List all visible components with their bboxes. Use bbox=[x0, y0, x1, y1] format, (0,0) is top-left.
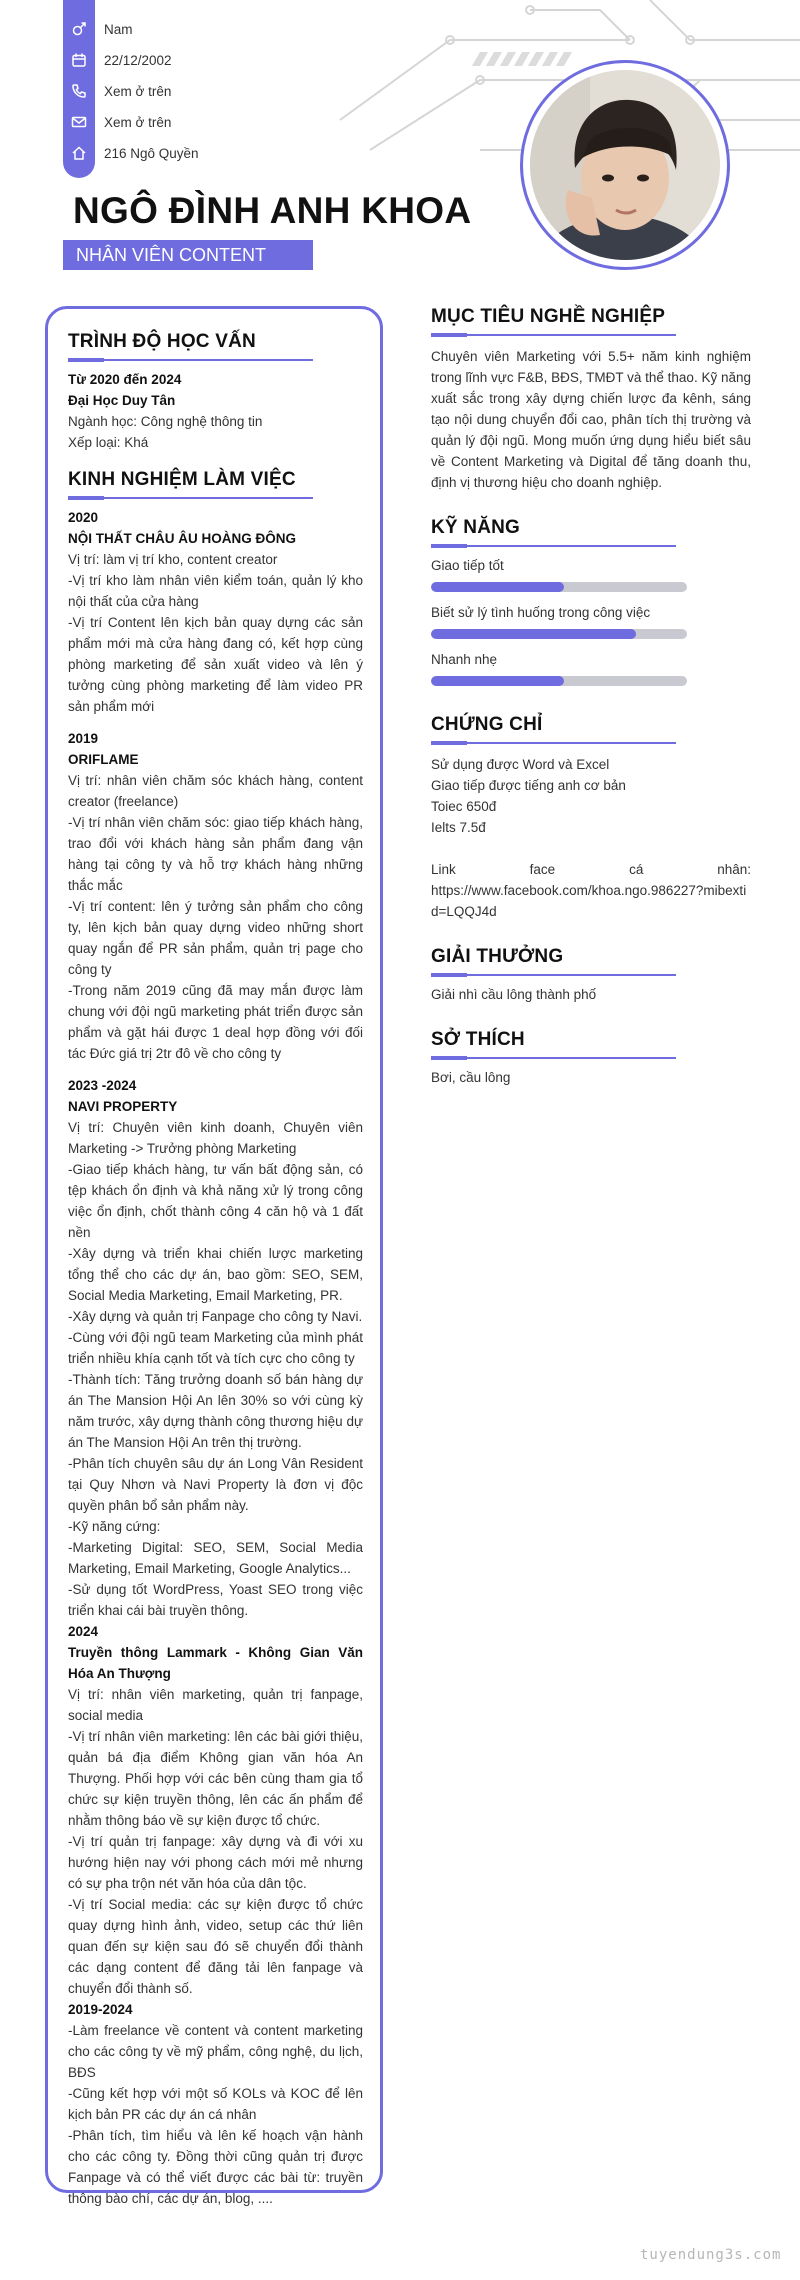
education-section bbox=[68, 331, 363, 453]
job-line: Vị trí: Chuyên viên kinh doanh, Chuyên viên Marketing -> Trưởng phòng Marketing bbox=[68, 1120, 363, 1156]
skill-name: Giao tiếp tốt bbox=[431, 558, 504, 573]
awards-text: Giải nhì cầu lông thành phố bbox=[431, 987, 597, 1002]
education-title: TRÌNH ĐỘ HỌC VẤN bbox=[68, 331, 256, 352]
facebook-link[interactable]: https://www.facebook.com/khoa.ngo.986227?mibextid=LQQJ4d bbox=[431, 883, 747, 919]
experience-job bbox=[68, 728, 363, 1064]
contact-email-text: Xem ở trên bbox=[104, 114, 172, 130]
section-underline bbox=[431, 1057, 676, 1059]
job-year: 2019-2024 bbox=[68, 2002, 133, 2017]
experience-job bbox=[68, 1999, 363, 2209]
candidate-name: NGÔ ĐÌNH ANH KHOA bbox=[73, 190, 472, 231]
awards-section bbox=[431, 946, 751, 1005]
contact-birthday-text: 22/12/2002 bbox=[104, 52, 172, 68]
skill-bar bbox=[431, 676, 687, 686]
objective-title: MỤC TIÊU NGHỀ NGHIỆP bbox=[431, 306, 666, 327]
mail-icon bbox=[63, 114, 95, 130]
job-line: -Vị trí nhân viên marketing: lên các bài giới thiệu, quản bá địa điểm Không gian văn hóa An Thượng. Phối hợp với các bên cùng tham gia tổ chức sự kiện truyền thông, lên các ấn phẩm để nhằm thông báo về sự kiện được tổ chức. bbox=[68, 1729, 363, 1828]
calendar-icon bbox=[63, 52, 95, 68]
education-school: Đại Học Duy Tân bbox=[68, 393, 176, 408]
job-line: -Sử dụng tốt WordPress, Yoast SEO trong việc triển khai cái bài truyền thông. bbox=[68, 1582, 363, 1618]
job-line: -Giao tiếp khách hàng, tư vấn bất động sản, có tệp khách ổn định và khả năng xử lý trong công việc ổn định, chốt thành công 4 căn hộ và 1 đất nền bbox=[68, 1162, 363, 1240]
facebook-link-label: Link face cá nhân: bbox=[431, 862, 751, 877]
avatar bbox=[530, 70, 720, 260]
job-line: Vị trí: làm vị trí kho, content creator bbox=[68, 552, 278, 567]
skill-item bbox=[431, 602, 751, 639]
hobbies-section bbox=[431, 1029, 751, 1088]
contact-address-text: 216 Ngô Quyền bbox=[104, 145, 199, 161]
skills-title: KỸ NĂNG bbox=[431, 517, 521, 538]
job-line: -Phân tích chuyên sâu dự án Long Vân Resident tại Quy Nhơn và Navi Property là đơn vị độc quyền phân bổ sản phẩm này. bbox=[68, 1456, 363, 1513]
job-line: -Vị trí Content lên kịch bản quay dựng các sản phẩm mới mà cửa hàng đang có, kết hợp cùng phòng marketing để sản xuất video và lên ý tưởng cùng phòng marketing để làm video PR sản phẩm mới bbox=[68, 615, 363, 714]
contact-gender-text: Nam bbox=[104, 21, 133, 37]
certificate-item: Sử dụng được Word và Excel bbox=[431, 757, 610, 772]
skill-bar-fill bbox=[431, 629, 636, 639]
contact-address bbox=[63, 138, 199, 168]
watermark-text: tuyendung3s.com bbox=[640, 2247, 782, 2263]
job-line: -Vị trí Social media: các sự kiện được tổ chức quay dựng hình ảnh, video, setup các thứ liên quan đến sự kiện sau đó sẽ chuyển đổi thành các dạng content để đăng tải lên fanpage và chuyển đổi thành số. bbox=[68, 1897, 363, 1996]
section-underline bbox=[431, 974, 676, 976]
contact-phone-text: Xem ở trên bbox=[104, 83, 172, 99]
job-line: Vị trí: nhân viên marketing, quản trị fanpage, social media bbox=[68, 1687, 363, 1723]
skill-bar bbox=[431, 582, 687, 592]
contact-phone bbox=[63, 76, 171, 106]
job-company: NỘI THẤT CHÂU ÂU HOÀNG ĐÔNG bbox=[68, 531, 296, 546]
job-company: ORIFLAME bbox=[68, 752, 139, 767]
section-underline bbox=[431, 545, 676, 547]
job-line: -Phân tích, tìm hiểu và lên kế hoạch vận hành cho các công ty. Đồng thời cũng quản trị được Fanpage và có thể viết được các bài từ: truyền thông bào chí, các dự án, blog, .... bbox=[68, 2128, 363, 2206]
job-company: NAVI PROPERTY bbox=[68, 1099, 178, 1114]
certificate-item: Giao tiếp được tiếng anh cơ bản bbox=[431, 778, 626, 793]
job-line: -Trong năm 2019 cũng đã may mắn được làm chung với đội ngũ marketing phát triển được sản phẩm và gặt hái được 1 deal hợp đồng với đối tác Đức giá trị 2tr đô về cho công ty bbox=[68, 983, 363, 1061]
avatar-frame bbox=[520, 60, 730, 270]
job-company: Truyền thông Lammark - Không Gian Văn Hóa An Thượng bbox=[68, 1645, 363, 1681]
certificates-title: CHỨNG CHỈ bbox=[431, 714, 543, 735]
right-column bbox=[431, 306, 751, 1088]
skill-bar bbox=[431, 629, 687, 639]
job-line: -Kỹ năng cứng: bbox=[68, 1519, 161, 1534]
job-line: -Vị trí quản trị fanpage: xây dựng và đi với xu hướng hiện nay với phong cách mới mẻ nhưng có sự pha trộn nét văn hóa của dân tộc. bbox=[68, 1834, 363, 1891]
contact-gender bbox=[63, 14, 133, 44]
contact-email bbox=[63, 107, 171, 137]
education-grade: Xếp loại: Khá bbox=[68, 435, 149, 450]
job-year: 2023 -2024 bbox=[68, 1078, 137, 1093]
skill-name: Biết sử lý tình huống trong công việc bbox=[431, 605, 651, 620]
job-line: -Thành tích: Tăng trưởng doanh số bán hàng dự án The Mansion Hội An lên 30% so với cùng kỳ năm trước, xây dựng thành công thương hiệu dự án The Mansion Hội An trên thị trường. bbox=[68, 1372, 363, 1450]
phone-icon bbox=[63, 83, 95, 99]
job-line: -Xây dựng và triển khai chiến lược marketing tổng thể cho các dự án, bao gồm: SEO, SEM, Social Media Marketing, Email Marketing, PR. bbox=[68, 1246, 363, 1303]
certificate-item: Ielts 7.5đ bbox=[431, 820, 486, 835]
objective-text: Chuyên viên Marketing với 5.5+ năm kinh nghiệm trong lĩnh vực F&B, BĐS, TMĐT và thể thao. Kỹ năng xuất sắc trong xây dựng chiến lược đa kênh, sáng tạo nội dung chuyển đổi cao, phân tích thị trường và quản lý đội ngũ. Mong muốn ứng dụng hiểu biết sâu về Content Marketing và Digital để tăng doanh thu, định vị thương hiệu cho doanh nghiệp. bbox=[431, 349, 751, 490]
experience-job bbox=[68, 1075, 363, 1621]
job-title: NHÂN VIÊN CONTENT bbox=[76, 244, 267, 265]
skill-name: Nhanh nhẹ bbox=[431, 652, 498, 667]
left-column-card bbox=[45, 306, 383, 2206]
job-year: 2024 bbox=[68, 1624, 99, 1639]
job-line: -Cùng với đội ngũ team Marketing của mình phát triển nhiều khía cạnh tốt và tích cực cho công ty bbox=[68, 1330, 363, 1366]
job-line: -Làm freelance về content và content marketing cho các công ty về mỹ phẩm, công nghệ, du lịch, BĐS bbox=[68, 2023, 363, 2080]
job-line: Vị trí: nhân viên chăm sóc khách hàng, content creator (freelance) bbox=[68, 773, 363, 809]
section-underline bbox=[68, 359, 313, 361]
job-line: -Cũng kết hợp với một số KOLs và KOC để lên kịch bản PR các dự án cá nhân bbox=[68, 2086, 363, 2122]
objective-section bbox=[431, 306, 751, 493]
certificates-section bbox=[431, 714, 751, 922]
section-underline bbox=[431, 334, 676, 336]
skill-item bbox=[431, 649, 751, 686]
job-title-bar bbox=[63, 240, 313, 270]
experience-section bbox=[68, 469, 363, 2209]
skill-bar-fill bbox=[431, 676, 564, 686]
certificate-item: Toiec 650đ bbox=[431, 799, 497, 814]
skill-item bbox=[431, 555, 751, 592]
experience-job bbox=[68, 507, 363, 717]
section-underline bbox=[431, 742, 676, 744]
job-line: -Vị trí content: lên ý tưởng sản phẩm cho công ty, lên kịch bản quay dựng video những short quay ngắn để PR sản phẩm, quản trị page cho công ty bbox=[68, 899, 363, 977]
hobbies-title: SỞ THÍCH bbox=[431, 1029, 525, 1050]
home-icon bbox=[63, 145, 95, 161]
contact-birthday bbox=[63, 45, 172, 75]
skill-bar-fill bbox=[431, 582, 564, 592]
education-major: Ngành học: Công nghệ thông tin bbox=[68, 414, 263, 429]
education-period: Từ 2020 đến 2024 bbox=[68, 372, 182, 387]
gender-icon bbox=[63, 21, 95, 37]
job-line: -Vị trí kho làm nhân viên kiểm toán, quản lý kho nội thất của cửa hàng bbox=[68, 573, 363, 609]
hobbies-text: Bơi, cầu lông bbox=[431, 1070, 511, 1085]
job-line: -Marketing Digital: SEO, SEM, Social Media Marketing, Email Marketing, Google Analytics... bbox=[68, 1540, 363, 1576]
job-year: 2019 bbox=[68, 731, 99, 746]
job-line: -Xây dựng và quản trị Fanpage cho công ty Navi. bbox=[68, 1309, 363, 1324]
skills-section bbox=[431, 517, 751, 686]
awards-title: GIẢI THƯỞNG bbox=[431, 946, 564, 967]
job-line: -Vị trí nhân viên chăm sóc: giao tiếp khách hàng, trao đổi với khách hàng sản phẩm đang vận hàng tại công ty và hỗ trợ khách hàng những thắc mắc bbox=[68, 815, 363, 893]
section-underline bbox=[68, 497, 313, 499]
experience-job bbox=[68, 1621, 363, 1999]
job-year: 2020 bbox=[68, 510, 99, 525]
experience-title: KINH NGHIỆM LÀM VIỆC bbox=[68, 469, 296, 490]
